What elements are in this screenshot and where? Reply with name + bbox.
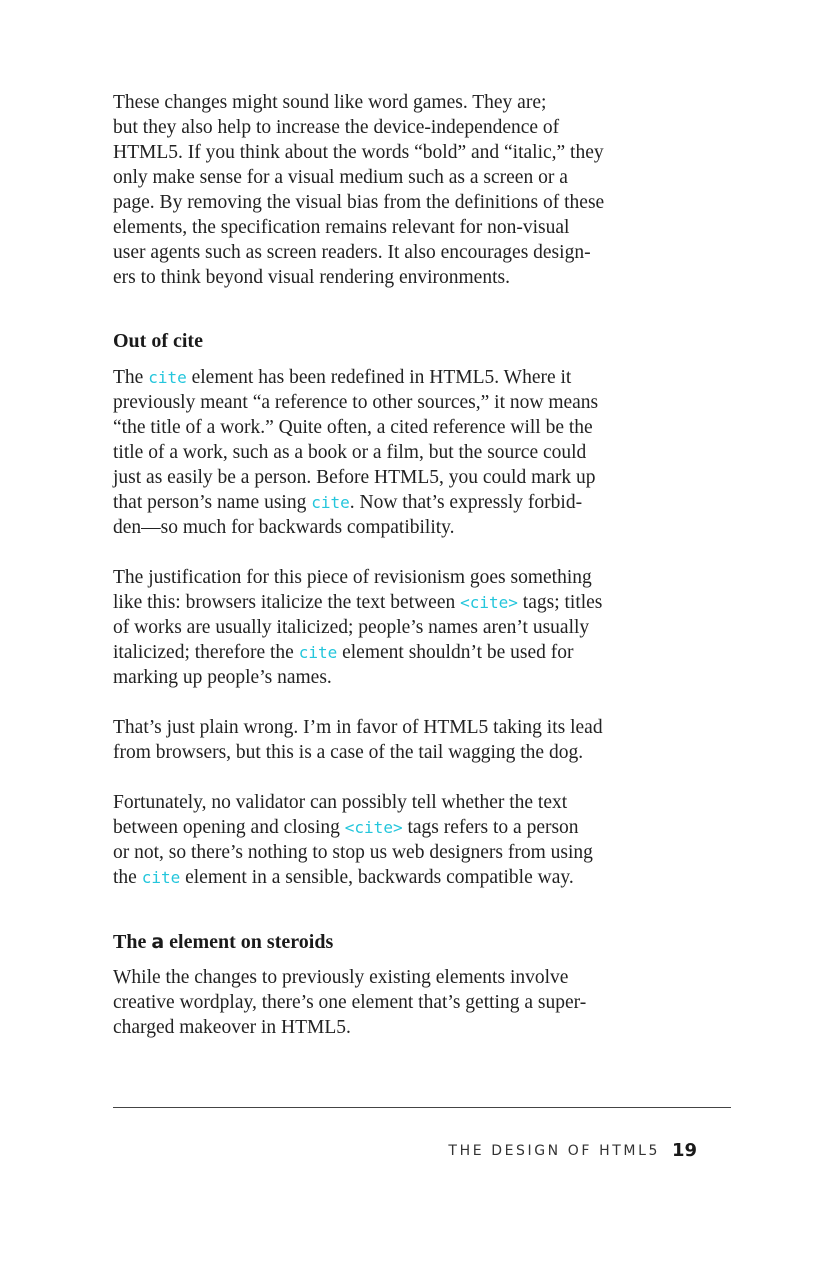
paragraph-supercharged — [113, 965, 673, 1040]
text-line: creative wordplay, there’s one element that’s getting a super- — [113, 992, 587, 1013]
text-span: italicized; therefore the — [113, 642, 299, 663]
inline-code: cite — [311, 493, 350, 512]
paragraph-plain-wrong — [113, 715, 673, 765]
heading-code: a — [151, 931, 165, 953]
inline-code: cite — [298, 643, 338, 662]
text-line: but they also help to increase the device-independence of — [113, 117, 560, 138]
text-line: ers to think beyond visual rendering environments. — [113, 267, 510, 288]
text-line: While the changes to previously existing elements involve — [113, 967, 569, 988]
text-line — [113, 815, 673, 840]
paragraph-cite-redefined — [113, 365, 673, 540]
text-span: tags; titles — [517, 592, 603, 613]
text-line: from browsers, but this is a case of the tail wagging the dog. — [113, 742, 584, 763]
paragraph-word-games — [113, 90, 673, 290]
inline-code: cite — [141, 868, 181, 887]
inline-code: cite — [148, 368, 187, 387]
text-line — [113, 640, 673, 665]
text-line: Fortunately, no validator can possibly tell whether the text — [113, 792, 568, 813]
text-span: The — [113, 367, 149, 388]
running-footer-title: THE DESIGN OF HTML5 — [448, 1143, 660, 1159]
text-line: These changes might sound like word games. They are; — [113, 92, 547, 113]
section-heading-out-of-cite: Out of cite — [113, 330, 203, 352]
text-line — [113, 865, 673, 890]
text-line — [113, 490, 673, 515]
text-span: element in a sensible, backwards compatible way. — [180, 867, 574, 888]
text-line: page. By removing the visual bias from the definitions of these — [113, 192, 605, 213]
text-line: only make sense for a visual medium such as a screen or a — [113, 167, 568, 188]
text-line: previously meant “a reference to other sources,” it now means — [113, 392, 599, 413]
text-span: that person’s name using — [113, 492, 312, 513]
section-heading-a-element — [113, 929, 333, 955]
page-number: 19 — [672, 1140, 698, 1161]
text-span: element has been redefined in HTML5. Where it — [186, 367, 572, 388]
text-span: element shouldn’t be used for — [337, 642, 574, 663]
paragraph-justification — [113, 565, 673, 690]
heading-text: element on steroids — [164, 931, 334, 953]
text-line: That’s just plain wrong. I’m in favor of HTML5 taking its lead — [113, 717, 603, 738]
text-span: the — [113, 867, 142, 888]
text-line: or not, so there’s nothing to stop us web designers from using — [113, 842, 593, 863]
text-span: like this: browsers italicize the text between — [113, 592, 461, 613]
text-line: The justification for this piece of revisionism goes something — [113, 567, 592, 588]
footer-divider — [113, 1107, 731, 1108]
text-line — [113, 590, 673, 615]
paragraph-fortunately — [113, 790, 673, 890]
text-line — [113, 365, 673, 390]
text-line: title of a work, such as a book or a film, but the source could — [113, 442, 587, 463]
text-line: user agents such as screen readers. It also encourages design- — [113, 242, 591, 263]
inline-code: <cite> — [344, 818, 403, 837]
text-line: “the title of a work.” Quite often, a cited reference will be the — [113, 417, 593, 438]
text-line: den—so much for backwards compatibility. — [113, 517, 455, 538]
text-span: . Now that’s expressly forbid- — [349, 492, 583, 513]
text-line: elements, the specification remains relevant for non-visual — [113, 217, 570, 238]
text-line: just as easily be a person. Before HTML5, you could mark up — [113, 467, 596, 488]
text-line: marking up people’s names. — [113, 667, 332, 688]
text-line: HTML5. If you think about the words “bold” and “italic,” they — [113, 142, 604, 163]
inline-code: <cite> — [460, 593, 518, 612]
text-span: between opening and closing — [113, 817, 345, 838]
text-span: tags refers to a person — [402, 817, 579, 838]
heading-text: The — [113, 931, 152, 953]
text-line: charged makeover in HTML5. — [113, 1017, 351, 1038]
text-line: of works are usually italicized; people’s names aren’t usually — [113, 617, 590, 638]
